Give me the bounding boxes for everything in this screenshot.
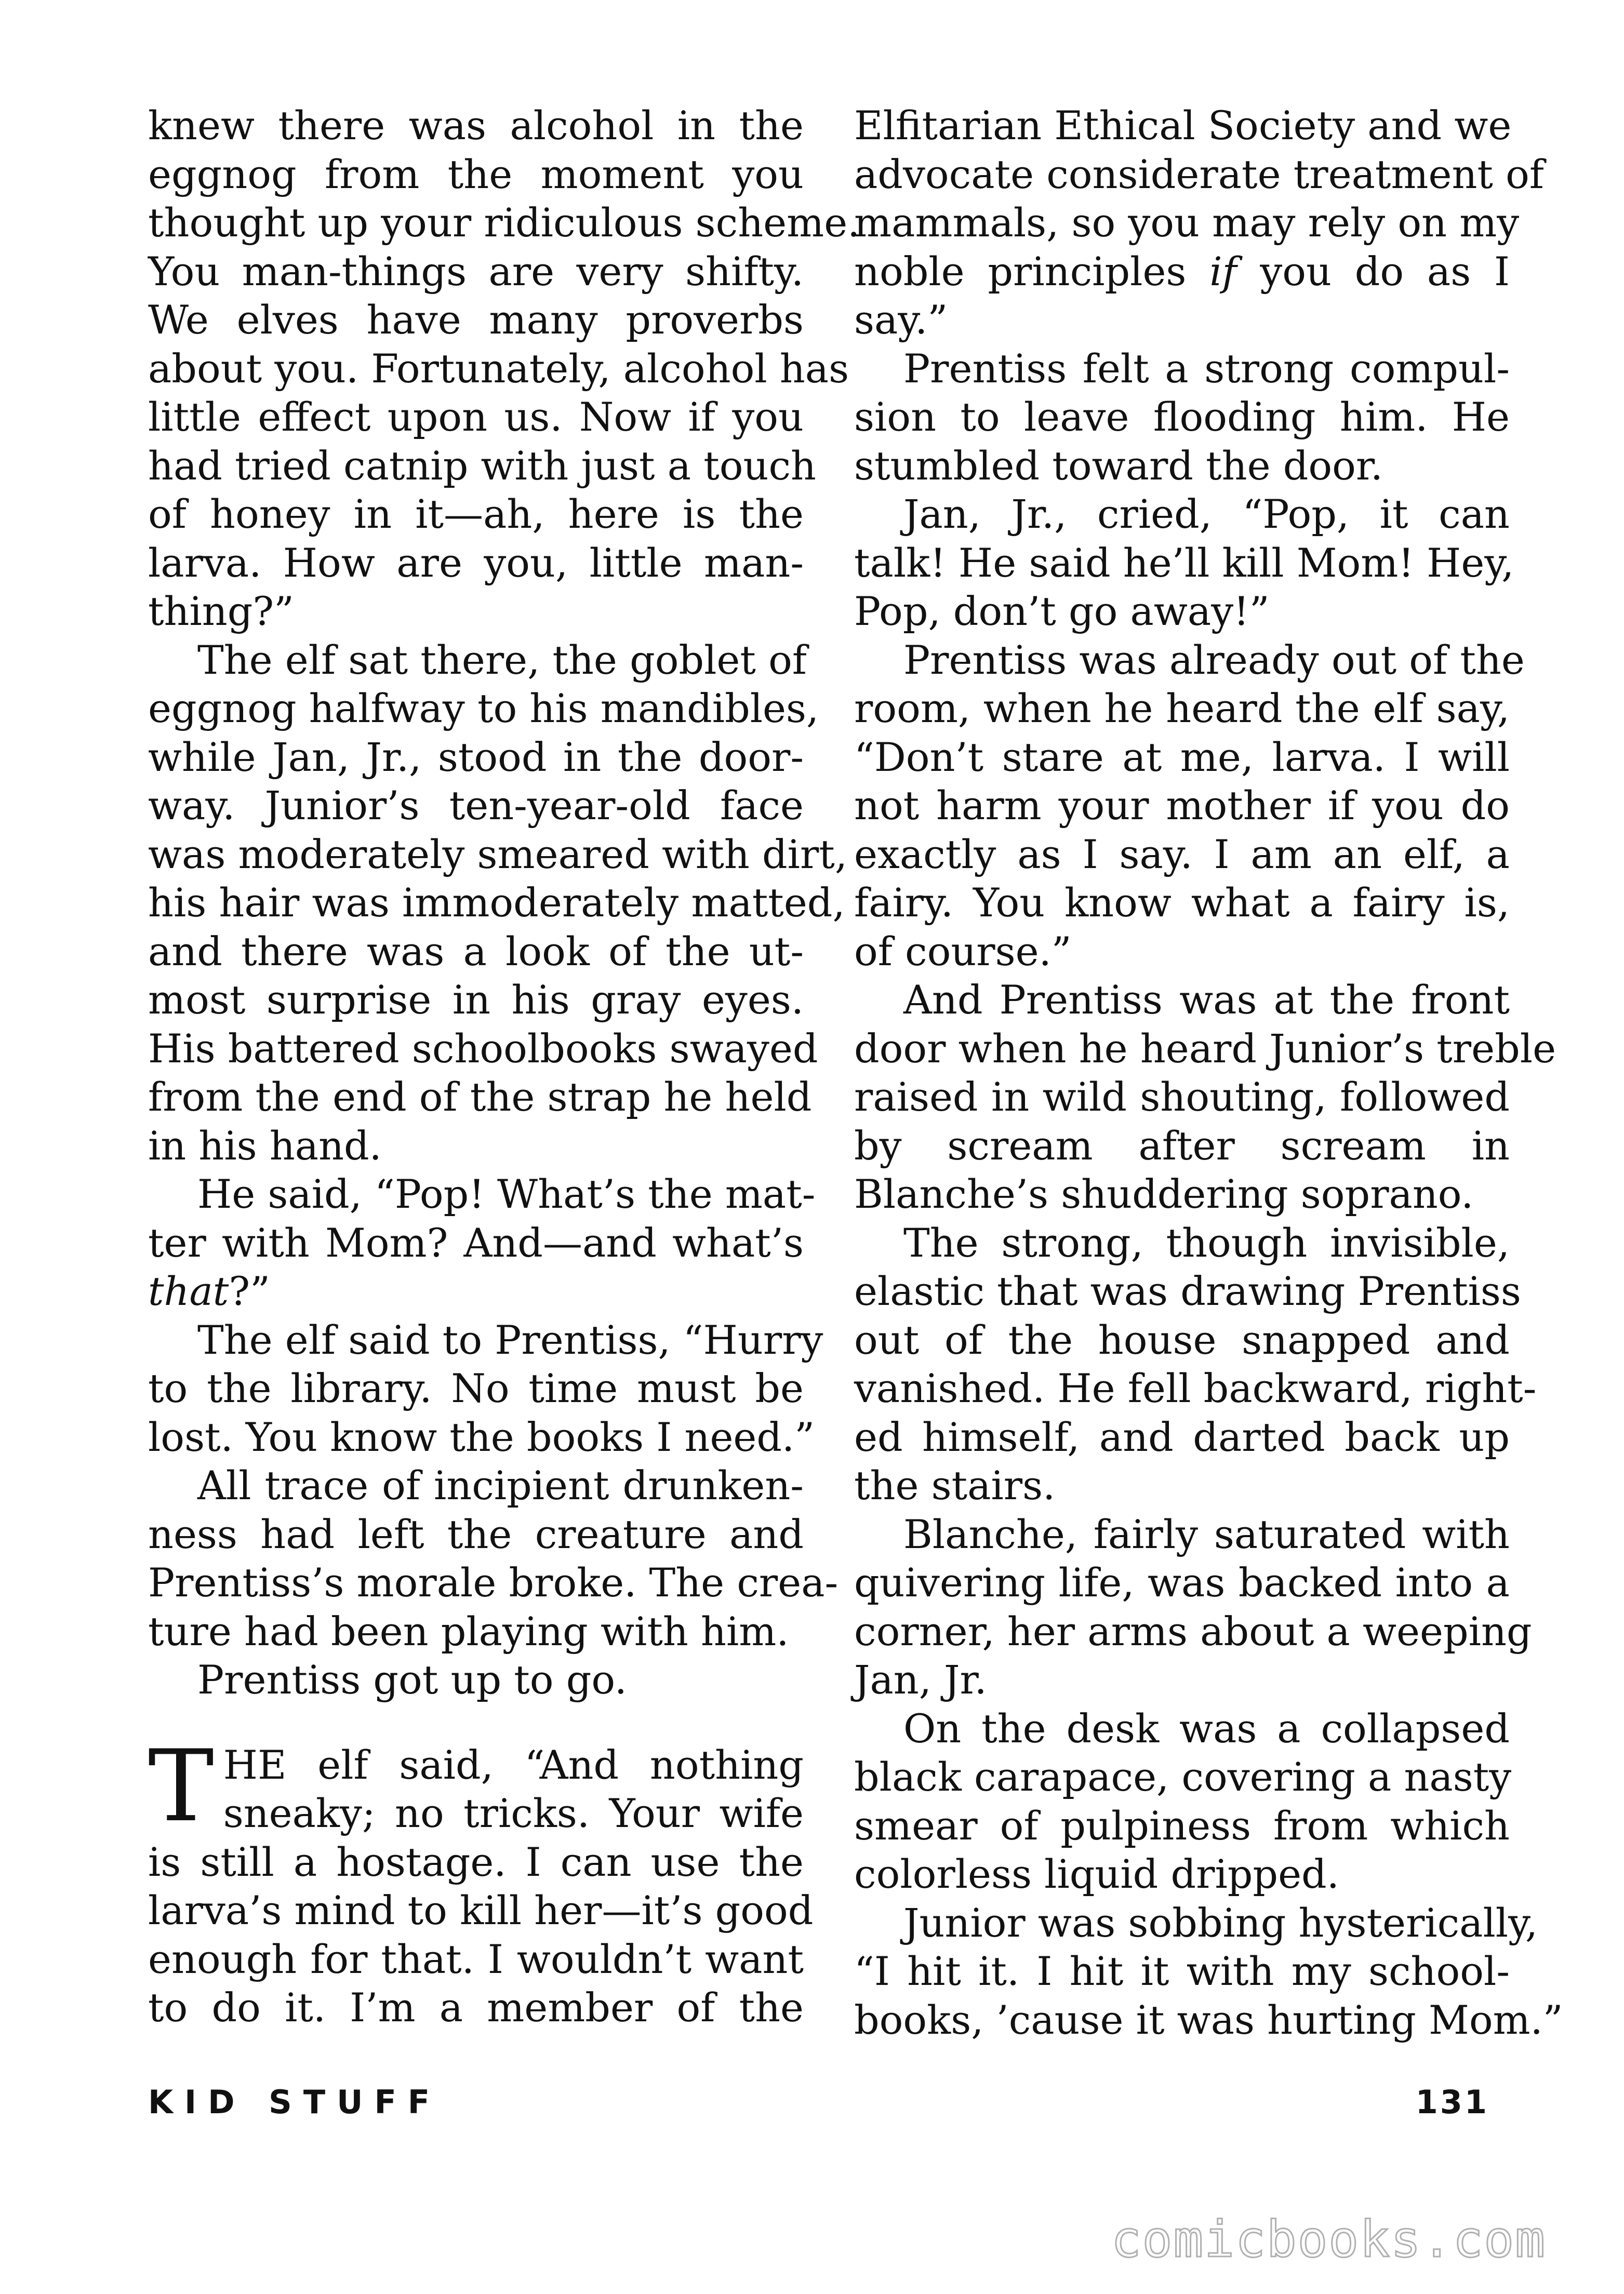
paragraph: [854, 344, 1510, 490]
text-line: had tried catnip with just a touch: [148, 442, 816, 489]
text-line: The elf sat there, the goblet of: [197, 636, 807, 683]
text-line: thought up your ridiculous scheme.: [148, 199, 860, 246]
drop-cap: T: [148, 1728, 214, 1844]
text-line: Junior was sobbing hysterically,: [903, 1899, 1538, 1946]
paragraph: [148, 1170, 816, 1316]
text-line: colorless liquid dripped.: [854, 1851, 1339, 1897]
text-line: Blanche’s shuddering soprano.: [854, 1171, 1474, 1217]
text-line: raised in wild shouting, followed: [854, 1074, 1510, 1120]
text-line: Prentiss’s morale broke. The crea-: [148, 1559, 838, 1606]
text-fragment: you do as I: [1236, 248, 1510, 295]
text-line: out of the house snapped and: [854, 1316, 1510, 1363]
paragraph: [854, 636, 1525, 976]
text-line: most surprise in his gray eyes.: [148, 977, 804, 1023]
text-line: Elfitarian Ethical Society and we: [854, 102, 1512, 149]
text-line: and there was a look of the ut-: [148, 928, 804, 975]
text-line: ter with Mom? And—and what’s: [148, 1219, 804, 1266]
text-line: ture had been playing with him.: [148, 1608, 789, 1655]
text-line: Prentiss felt a strong compul-: [903, 345, 1510, 392]
text-line: lost. You know the books I need.”: [148, 1413, 815, 1460]
text-line: vanished. He fell backward, right-: [854, 1365, 1537, 1411]
text-line: books, ’cause it was hurting Mom.”: [854, 1996, 1563, 2043]
text-line: ness had left the creature and: [148, 1511, 804, 1557]
text-line: to the library. No time must be: [148, 1365, 804, 1411]
text-line: larva’s mind to kill her—it’s good: [148, 1887, 814, 1933]
text-line: not harm your mother if you do: [854, 782, 1510, 829]
text-line: of course.”: [854, 928, 1072, 975]
left-column: [148, 101, 860, 2032]
text-line: [854, 247, 1510, 296]
text-line: sneaky; no tricks. Your wife: [223, 1790, 804, 1836]
text-line: He said, “Pop! What’s the mat-: [197, 1171, 816, 1217]
text-line: stumbled toward the door.: [854, 442, 1383, 489]
text-line: “I hit it. I hit it with my school-: [854, 1948, 1510, 1994]
text-line: of honey in it—ah, here is the: [148, 491, 804, 537]
text-line: “Don’t stare at me, larva. I will: [854, 733, 1510, 780]
paragraph: [148, 1461, 838, 1656]
text-line: talk! He said he’ll kill Mom! Hey,: [854, 539, 1514, 586]
text-line: Blanche, fairly saturated with: [903, 1511, 1510, 1557]
text-line: quivering life, was backed into a: [854, 1559, 1510, 1606]
text-line: Prentiss got up to go.: [197, 1657, 627, 1703]
text-line: door when he heard Junior’s treble: [854, 1025, 1556, 1072]
text-line: eggnog from the moment you: [148, 151, 804, 197]
text-line: from the end of the strap he held: [148, 1074, 812, 1120]
right-column: [854, 101, 1563, 2044]
text-line: Jan, Jr.: [854, 1657, 987, 1703]
text-line: ed himself, and darted back up: [854, 1413, 1510, 1460]
text-line: say.”: [854, 297, 948, 343]
paragraph: [854, 1899, 1563, 2045]
paragraph: [148, 101, 860, 636]
text-line: larva. How are you, little man-: [148, 539, 804, 586]
paragraph: [148, 1656, 804, 1704]
text-line: black carapace, covering a nasty: [854, 1754, 1512, 1800]
text-line: The elf said to Prentiss, “Hurry: [197, 1316, 823, 1363]
paragraph: [854, 1510, 1532, 1704]
text-line: corner, her arms about a weeping: [854, 1608, 1532, 1655]
text-line: Pop, don’t go away!”: [854, 588, 1270, 634]
paragraph: [148, 636, 847, 1170]
text-line: while Jan, Jr., stood in the door-: [148, 733, 804, 780]
paragraph: [854, 490, 1514, 636]
paragraph: [854, 1704, 1510, 1899]
text-line: is still a hostage. I can use the: [148, 1838, 804, 1885]
text-line: about you. Fortunately, alcohol has: [148, 345, 849, 392]
text-line: to do it. I’m a member of the: [148, 1984, 804, 2031]
text-line: little effect upon us. Now if you: [148, 394, 804, 440]
page-number: 131: [1415, 2083, 1489, 2121]
text-fragment: ?”: [229, 1268, 270, 1314]
text-line: All trace of incipient drunken-: [197, 1462, 804, 1509]
text-line: fairy. You know what a fairy is,: [854, 879, 1510, 926]
text-line: the stairs.: [854, 1462, 1056, 1509]
text-line: The strong, though invisible,: [903, 1219, 1510, 1266]
italic-word: if: [1209, 248, 1237, 295]
paragraph: [854, 976, 1556, 1219]
section-break: [148, 1704, 804, 1741]
paragraph: [148, 1316, 823, 1462]
text-line: eggnog halfway to his mandibles,: [148, 685, 819, 731]
text-line: On the desk was a collapsed: [903, 1705, 1510, 1752]
text-line: in his hand.: [148, 1122, 382, 1169]
text-line: His battered schoolbooks swayed: [148, 1025, 818, 1072]
text-line: enough for that. I wouldn’t want: [148, 1936, 804, 1982]
text-line: HE elf said, “And nothing: [223, 1741, 804, 1788]
paragraph: [854, 1219, 1537, 1510]
paragraph: [854, 101, 1544, 344]
text-line: elastic that was drawing Prentiss: [854, 1268, 1521, 1314]
text-line: Jan, Jr., cried, “Pop, it can: [903, 491, 1510, 537]
running-title: KID STUFF: [148, 2083, 442, 2121]
text-line: way. Junior’s ten-year-old face: [148, 782, 804, 829]
text-line: Prentiss was already out of the: [903, 636, 1525, 683]
text-line: You man-things are very shifty.: [148, 248, 804, 295]
dropcap-paragraph: [148, 1728, 814, 2032]
text-line: by scream after scream in: [854, 1122, 1510, 1169]
text-line: mammals, so you may rely on my: [854, 199, 1520, 246]
text-line: [148, 1267, 804, 1316]
text-line: room, when he heard the elf say,: [854, 685, 1510, 731]
text-line: And Prentiss was at the front: [903, 977, 1510, 1023]
text-line: thing?”: [148, 588, 294, 634]
text-line: was moderately smeared with dirt,: [148, 831, 847, 877]
text-line: sion to leave flooding him. He: [854, 394, 1510, 440]
text-line: exactly as I say. I am an elf, a: [854, 831, 1510, 877]
italic-word: that: [148, 1268, 229, 1314]
text-fragment: noble principles: [854, 248, 1210, 295]
text-line: knew there was alcohol in the: [148, 102, 804, 149]
text-line: We elves have many proverbs: [148, 297, 804, 343]
text-line: his hair was immoderately matted,: [148, 879, 845, 926]
watermark-logo: comicbooks.com: [1111, 2210, 1546, 2269]
text-line: advocate considerate treatment of: [854, 151, 1544, 197]
text-line: smear of pulpiness from which: [854, 1802, 1510, 1849]
